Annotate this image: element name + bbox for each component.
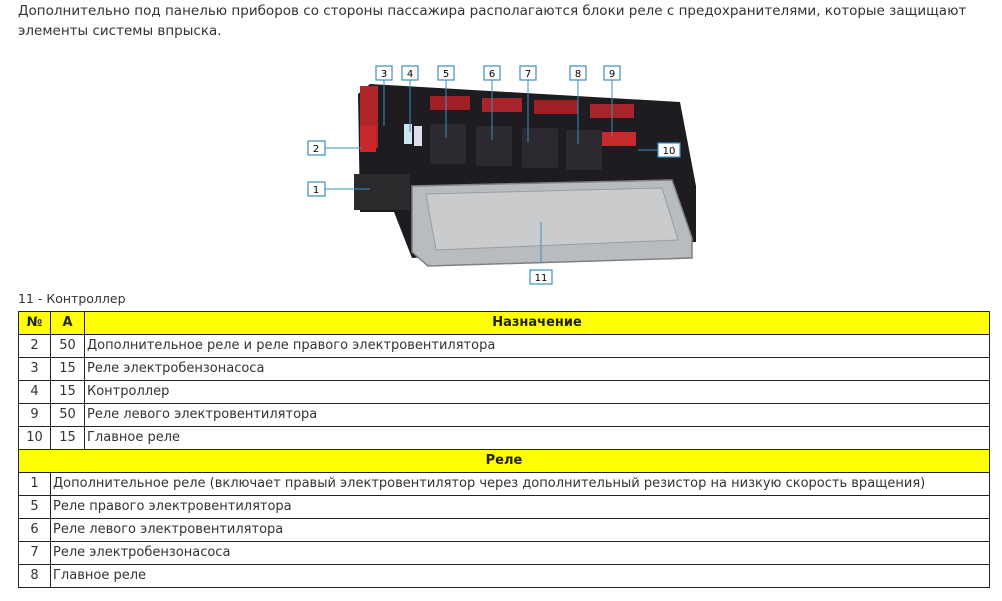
fuse-50	[600, 132, 636, 146]
table-header-row	[19, 312, 990, 335]
cell-num: 9	[19, 404, 51, 427]
cell-purpose: Главное реле	[51, 565, 990, 588]
figure-caption: 11 - Контроллер	[18, 291, 126, 306]
table-row	[19, 358, 990, 381]
cell-purpose: Реле правого электровентилятора	[51, 496, 990, 519]
cell-amp: 15	[51, 358, 85, 381]
table-row	[19, 473, 990, 496]
svg-text:9: 9	[608, 69, 616, 80]
cell-purpose: Реле левого электровентилятора	[85, 404, 990, 427]
table-row	[19, 496, 990, 519]
relay-6-body	[476, 126, 512, 166]
cell-num: 2	[19, 335, 51, 358]
intro-text: Дополнительно под панелью приборов со стороны пассажира располагаются блоки реле с предохранителями, которые защищают элементы системы впрыска.	[18, 3, 967, 39]
relay-1-body	[354, 174, 410, 210]
table-row	[19, 427, 990, 450]
svg-text:5: 5	[442, 69, 450, 80]
cell-purpose: Дополнительное реле (включает правый электровентилятор через дополнительный резистор на низкую скорость вращения)	[51, 473, 990, 496]
cell-purpose: Контроллер	[85, 381, 990, 404]
cell-num: 6	[19, 519, 51, 542]
cell-amp: 50	[51, 335, 85, 358]
svg-text:1: 1	[312, 185, 320, 196]
fuse-3	[404, 124, 412, 144]
svg-text:8: 8	[574, 69, 582, 80]
table-row	[19, 335, 990, 358]
cell-num: 1	[19, 473, 51, 496]
relay-block-illustration	[300, 62, 720, 288]
fuse-relay-table	[18, 311, 990, 588]
callout-7	[520, 66, 536, 80]
relay-block-photo	[300, 62, 720, 288]
cell-purpose: Реле левого электровентилятора	[51, 519, 990, 542]
callout-1	[308, 182, 325, 196]
svg-text:10: 10	[662, 146, 676, 157]
fuse-top-3	[534, 100, 578, 114]
callout-5	[438, 66, 454, 80]
fuse-2	[360, 126, 376, 152]
svg-text:3: 3	[380, 69, 388, 80]
fuse-top-2	[482, 98, 522, 112]
svg-text:6: 6	[488, 69, 496, 80]
callout-3	[376, 66, 392, 80]
callout-9	[604, 66, 620, 80]
controller-lid	[426, 188, 678, 250]
cell-purpose: Реле электробензонасоса	[51, 542, 990, 565]
table-row	[19, 542, 990, 565]
cell-amp: 15	[51, 427, 85, 450]
relay-7-body	[522, 128, 558, 168]
svg-text:2: 2	[312, 144, 320, 155]
cell-purpose: Дополнительное реле и реле правого электровентилятора	[85, 335, 990, 358]
header-amp: А	[51, 312, 85, 335]
cell-num: 7	[19, 542, 51, 565]
callout-4	[402, 66, 418, 80]
cell-num: 3	[19, 358, 51, 381]
svg-text:11: 11	[534, 273, 548, 284]
table-row	[19, 565, 990, 588]
header-num: №	[19, 312, 51, 335]
callout-10	[658, 143, 680, 157]
callout-2	[308, 141, 325, 155]
cell-amp: 50	[51, 404, 85, 427]
cell-num: 10	[19, 427, 51, 450]
fuse-top-1	[430, 96, 470, 110]
svg-text:7: 7	[524, 69, 532, 80]
cell-num: 4	[19, 381, 51, 404]
callout-6	[484, 66, 500, 80]
relay-5-body	[430, 124, 466, 164]
relay-8-body	[566, 130, 602, 170]
relay-header-cell: Реле	[19, 450, 990, 473]
relay-section-header	[19, 450, 990, 473]
fuse-4	[414, 126, 422, 146]
svg-text:4: 4	[406, 69, 414, 80]
callout-11	[530, 270, 552, 284]
cell-amp: 15	[51, 381, 85, 404]
header-purpose: Назначение	[85, 312, 990, 335]
cell-purpose: Реле электробензонасоса	[85, 358, 990, 381]
cell-num: 5	[19, 496, 51, 519]
cell-purpose: Главное реле	[85, 427, 990, 450]
table-row	[19, 381, 990, 404]
cell-num: 8	[19, 565, 51, 588]
table-row	[19, 519, 990, 542]
table-row	[19, 404, 990, 427]
callout-8	[570, 66, 586, 80]
